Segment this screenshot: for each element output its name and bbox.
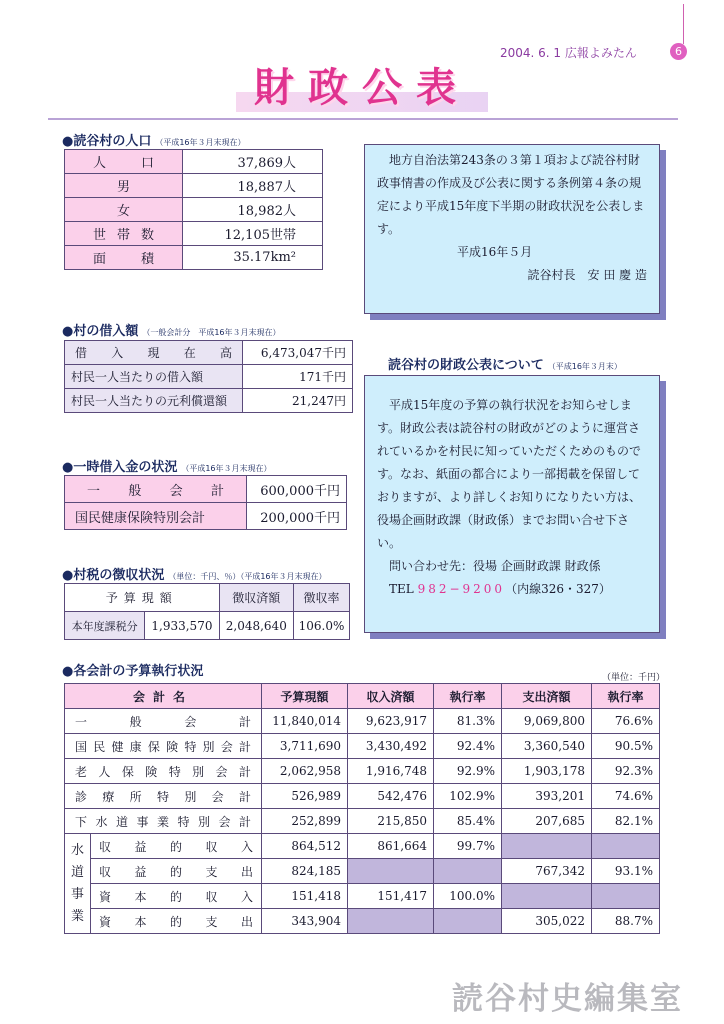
budget-unit: （単位：千円） [602,673,666,683]
issue-line: 2004. 6. 1 広報よみたん [500,46,637,60]
table-row: 国民健康保険特別会計 200,000千円 [65,503,347,530]
loans-heading: ●村の借入額 （一般会計分 平成16年３月末現在） [62,324,281,339]
table-row: 一般会計 600,000千円 [65,476,347,503]
table-row: 水道事業 収益的収入 864,512 861,664 99.7% [65,834,660,859]
tel-line: TEL 982−9200（内線326・327） [389,582,611,596]
table-row: 収益的支出 824,185 767,342 93.1% [65,859,660,884]
table-row: 予算現額 徴収済額 徴収率 [65,584,350,612]
table-row: 女 18,982人 [65,198,323,222]
water-label: 水道事業 [65,834,91,934]
page-number-badge: 6 [670,43,687,60]
page-title: 財政公表 [254,65,470,111]
watermark: 読谷村史編集室 [452,981,683,1017]
population-table [64,149,323,270]
table-row: 男 18,887人 [65,174,323,198]
header-divider [683,4,684,44]
loans-table [64,340,353,413]
title-rule [48,118,678,120]
tax-heading: ●村税の徴収状況 （単位：千円、％）（平成16年３月末現在） [62,568,327,583]
table-row: 国民健康保険特別会計 3,711,690 3,430,492 92.4% 3,360,540 90.5% [65,734,660,759]
table-row: 下水道事業特別会計 252,899 215,850 85.4% 207,685 82.1% [65,809,660,834]
notice-box [364,144,660,314]
budget-table [64,683,660,934]
table-row: 面積 35.17km² [65,246,323,270]
table-row: 老人保険特別会計 2,062,958 1,916,748 92.9% 1,903,178 92.3% [65,759,660,784]
tax-table [64,583,350,640]
table-row: 人口 37,869人 [65,150,323,174]
budget-heading: ●各会計の予算執行状況 [62,664,204,679]
contact-line: 問い合わせ先：役場 企画財政課 財政係 [389,559,601,573]
table-row: 世帯数 12,105世帯 [65,222,323,246]
table-row: 資本的収入 151,418 151,417 100.0% [65,884,660,909]
about-text: 平成15年度の予算の執行状況をお知らせします。財政公表は読谷村の財政がどのように運営されているかを村民に知っていただくためのものです。なお、紙面の都合により一部掲載を保留しておりますが、より詳しくお知りになりたい方は、役場企画財政課（財政係）までお問い合せ下さい。 [377,398,642,550]
table-row: 一般会計 11,840,014 9,623,917 81.3% 9,069,800 76.6% [65,709,660,734]
table-row: 借入現在高 6,473,047千円 [65,341,353,365]
about-box [364,375,660,633]
table-row: 村民一人当たりの元利償還額 21,247円 [65,389,353,413]
table-row: 診療所特別会計 526,989 542,476 102.9% 393,201 74.6% [65,784,660,809]
about-heading: 読谷村の財政公表について （平成16年３月末） [388,358,622,373]
notice-signer: 読谷村長 安 田 慶 造 [527,268,647,282]
table-row: 本年度課税分 1,933,570 2,048,640 106.0% [65,612,350,640]
notice-text: 地方自治法第243条の３第１項および読谷村財政事情書の作成及び公表に関する条例第４条の規定により平成15年度下半期の財政状況を公表します。 [377,153,645,236]
temporary-table [64,475,347,530]
temporary-heading: ●一時借入金の状況 （平成16年３月末現在） [62,460,272,475]
table-row: 村民一人当たりの借入額 171千円 [65,365,353,389]
table-header-row: 会計名 予算現額 収入済額 執行率 支出済額 執行率 [65,684,660,709]
table-row: 資本的支出 343,904 305,022 88.7% [65,909,660,934]
tel-number: 982−9200 [417,582,506,596]
notice-date: 平成16年５月 [457,245,533,259]
population-heading: ●読谷村の人口 （平成16年３月末現在） [62,134,246,149]
